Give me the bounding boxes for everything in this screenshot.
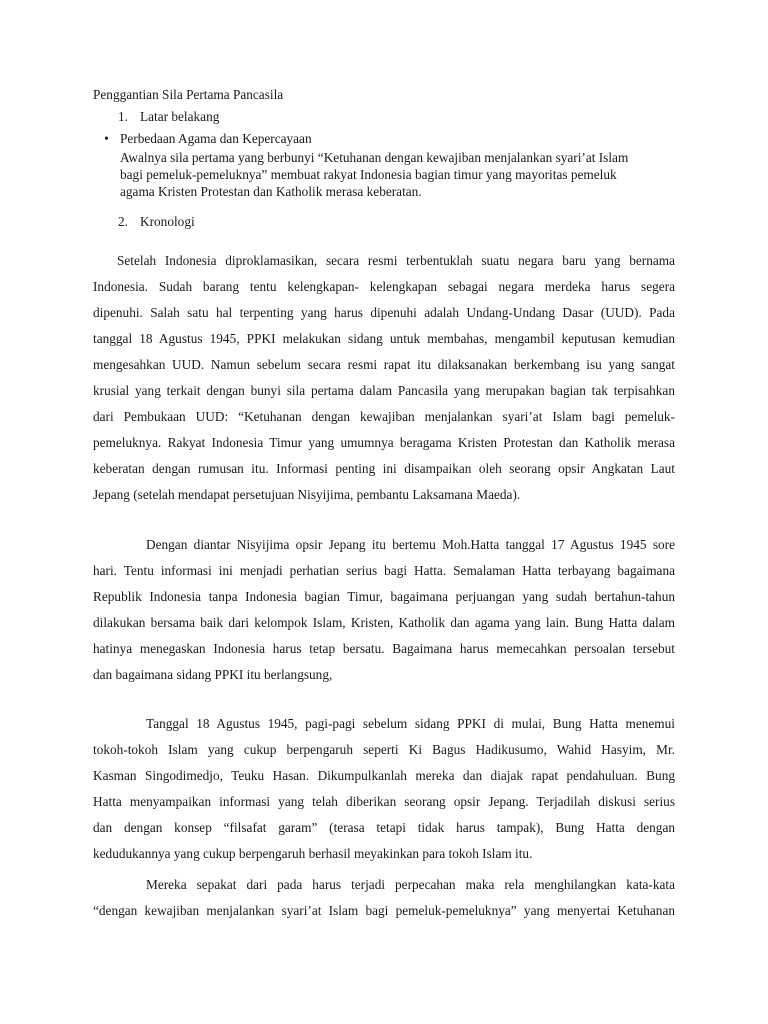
text-line: agama Kristen Protestan dan Katholik merasa keberatan. [120,184,422,199]
text-line: Setelah Indonesia diproklamasikan, secara resmi terbentuklah suatu negara baru yang bernama [117,253,675,268]
bullet-text [120,149,680,200]
text-line: Tanggal 18 Agustus 1945, pagi-pagi sebelum sidang PPKI di mulai, Bung Hatta menemui [146,716,675,731]
text-line: Mereka sepakat dari pada harus terjadi perpecahan maka rela menghilangkan kata-kata [146,877,675,892]
paragraph-4 [93,872,675,924]
document-title: Penggantian Sila Pertama Pancasila [93,87,284,102]
section-kronologi [118,212,195,232]
text-line: hari. Tentu informasi ini menjadi perhatian serius bagi Hatta. Semalaman Hatta terbayang bagaimana [93,563,675,578]
text-line: keberatan dengan rumusan itu. Informasi penting ini disampaikan oleh seorang opsir Angkatan Laut [93,461,675,476]
text-line: tokoh-tokoh Islam yang cukup berpengaruh seperti Ki Bagus Hadikusumo, Wahid Hasyim, Mr. [93,742,675,757]
section-label: Kronologi [140,214,195,229]
section-label: Latar belakang [140,109,220,124]
paragraph-1 [93,248,675,508]
text-line: dilakukan bersama baik dari kelompok Islam, Kristen, Katholik dan agama yang lain. Bung Hatta dalam [93,615,675,630]
paragraph-2 [93,532,675,688]
bullet-icon: • [104,131,109,146]
text-line: tanggal 18 Agustus 1945, PPKI melakukan sidang untuk membahas, mengambil keputusan kemudian [93,331,675,346]
text-line: mengesahkan UUD. Namun sebelum secara resmi rapat itu dilaksanakan berkembang isu yang sangat [93,357,675,372]
text-line: Dengan diantar Nisyijima opsir Jepang itu bertemu Moh.Hatta tanggal 17 Agustus 1945 sore [146,537,675,552]
text-line: “dengan kewajiban menjalankan syari’at Islam bagi pemeluk-pemeluknya” yang menyertai Ketuhanan [93,903,675,918]
text-line: Kasman Singodimedjo, Teuku Hasan. Dikumpulkanlah mereka dan diajak rapat pendahuluan. Bung [93,768,675,783]
text-line: krusial yang terkait dengan bunyi sila pertama dalam Pancasila yang merupakan bagian tak terpisahkan [93,383,675,398]
text-line: Indonesia. Sudah barang tentu kelengkapan- kelengkapan sebagai negara merdeka harus segera [93,279,675,294]
section-number: 2. [118,214,128,229]
text-line: Republik Indonesia tanpa Indonesia bagian Timur, bagaimana perjuangan yang sudah bertahun-tahun [93,589,675,604]
section-number: 1. [118,109,128,124]
text-line: bagi pemeluk-pemeluknya” membuat rakyat Indonesia bagian timur yang mayoritas pemeluk [120,167,617,182]
text-line: kedudukannya yang cukup berpengaruh berhasil meyakinkan para tokoh Islam itu. [93,846,533,861]
text-line: Jepang (setelah mendapat persetujuan Nisyijima, pembantu Laksamana Maeda). [93,487,521,502]
paragraph-3 [93,711,675,867]
text-line: Hatta menyampaikan informasi yang telah diberikan seorang opsir Jepang. Terjadilah diskusi serius [93,794,675,809]
text-line: dan dengan konsep “filsafat garam” (terasa tetapi tidak harus tampak), Bung Hatta dengan [93,820,675,835]
text-line: pemeluknya. Rakyat Indonesia Timur yang umumnya beragama Kristen Protestan dan Katholik merasa [93,435,675,450]
section-latar-belakang [118,107,219,127]
text-line: dari Pembukaan UUD: “Ketuhanan dengan kewajiban menjalankan syari’at Islam bagi pemeluk- [93,409,675,424]
text-line: hatinya menegaskan Indonesia harus tetap bersatu. Bagaimana harus memecahkan persoalan tersebut [93,641,675,656]
bullet-label: Perbedaan Agama dan Kepercayaan [120,131,312,146]
text-line: dan bagaimana sidang PPKI itu berlangsung, [93,667,333,682]
bullet-item [93,129,312,149]
text-line: dipenuhi. Salah satu hal terpenting yang harus dipenuhi adalah Undang-Undang Dasar (UUD). Pada [93,305,675,320]
text-line: Awalnya sila pertama yang berbunyi “Ketuhanan dengan kewajiban menjalankan syari’at Islam [120,150,629,165]
